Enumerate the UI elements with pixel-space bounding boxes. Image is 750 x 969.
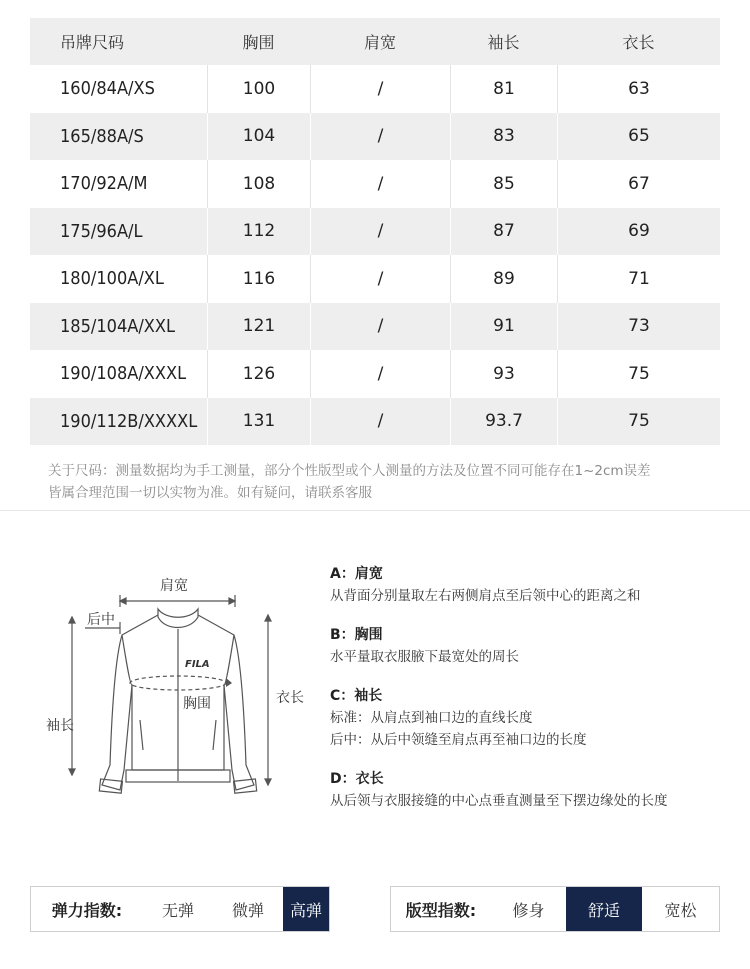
cell-length: 67 (557, 160, 720, 208)
cell-length: 75 (557, 398, 720, 446)
desc-chest (330, 624, 740, 668)
table-row (30, 398, 720, 446)
cell-shoulder: / (310, 208, 450, 256)
cell-size: 185/104A/XXL (60, 315, 175, 337)
label-back-center: 后中 (87, 612, 115, 628)
fila-logo: FILA (185, 659, 210, 670)
label-chest: 胸围 (183, 696, 211, 712)
size-note (48, 460, 728, 504)
table-header-row (30, 18, 720, 65)
cell-size: 190/112B/XXXXL (60, 410, 198, 432)
garment-diagram (40, 565, 320, 825)
desc-sleeve (330, 685, 740, 751)
cell-sleeve: 91 (450, 303, 557, 351)
table-row (30, 303, 720, 351)
cell-chest: 126 (207, 350, 310, 398)
cell-chest: 112 (207, 208, 310, 256)
header-shoulder: 肩宽 (363, 33, 396, 52)
label-shoulder: 肩宽 (160, 578, 188, 594)
fit-option-slim[interactable]: 修身 (512, 900, 545, 920)
desc-title: D：衣长 (330, 771, 384, 787)
elasticity-title: 弹力指数: (51, 900, 123, 920)
label-length: 衣长 (276, 690, 304, 706)
elasticity-option-high[interactable]: 高弹 (283, 887, 329, 931)
desc-length (330, 768, 740, 812)
desc-title: A：肩宽 (330, 566, 383, 582)
size-note-line-2: 皆属合理范围一切以实物为准。如有疑问，请联系客服 (48, 485, 372, 501)
cell-size: 160/84A/XS (60, 78, 155, 100)
elasticity-option-none[interactable]: 无弹 (161, 900, 194, 920)
cell-length: 65 (557, 113, 720, 161)
cell-sleeve: 83 (450, 113, 557, 161)
cell-chest: 104 (207, 113, 310, 161)
cell-sleeve: 89 (450, 255, 557, 303)
desc-line: 后中：从后中领缝至肩点再至袖口边的长度 (330, 732, 587, 748)
desc-line: 从后领与衣服接缝的中心点垂直测量至下摆边缘处的长度 (330, 793, 668, 809)
cell-sleeve: 85 (450, 160, 557, 208)
header-chest: 胸围 (242, 33, 275, 52)
header-tag-size: 吊牌尺码 (60, 33, 125, 52)
desc-line: 水平量取衣服腋下最宽处的周长 (330, 649, 519, 665)
section-divider (0, 510, 750, 511)
fit-option-loose[interactable]: 宽松 (664, 900, 697, 920)
desc-line: 标准：从肩点到袖口边的直线长度 (330, 710, 533, 726)
table-row (30, 350, 720, 398)
cell-size: 180/100A/XL (60, 268, 164, 290)
cell-sleeve: 87 (450, 208, 557, 256)
measurement-descriptions (330, 563, 740, 829)
fit-index (390, 886, 720, 932)
header-sleeve: 袖长 (487, 33, 520, 52)
table-row (30, 255, 720, 303)
cell-length: 73 (557, 303, 720, 351)
cell-chest: 131 (207, 398, 310, 446)
desc-line: 从背面分别量取左右两侧肩点至后领中心的距离之和 (330, 588, 641, 604)
cell-shoulder: / (310, 350, 450, 398)
cell-shoulder: / (310, 113, 450, 161)
cell-sleeve: 93 (450, 350, 557, 398)
cell-sleeve: 81 (450, 65, 557, 113)
desc-shoulder (330, 563, 740, 607)
cell-shoulder: / (310, 255, 450, 303)
cell-size: 165/88A/S (60, 125, 144, 147)
size-table (30, 18, 720, 445)
elasticity-index (30, 886, 330, 932)
table-row (30, 113, 720, 161)
cell-size: 190/108A/XXXL (60, 363, 187, 385)
cell-shoulder: / (310, 160, 450, 208)
fit-option-comfort[interactable]: 舒适 (566, 887, 642, 931)
desc-title: C：袖长 (330, 688, 383, 704)
cell-shoulder: / (310, 303, 450, 351)
cell-chest: 108 (207, 160, 310, 208)
cell-length: 71 (557, 255, 720, 303)
cell-length: 63 (557, 65, 720, 113)
cell-shoulder: / (310, 65, 450, 113)
elasticity-option-slight[interactable]: 微弹 (231, 900, 264, 920)
table-row (30, 208, 720, 256)
cell-chest: 100 (207, 65, 310, 113)
cell-size: 175/96A/L (60, 220, 143, 242)
size-note-line-1: 关于尺码：测量数据均为手工测量，部分个性版型或个人测量的方法及位置不同可能存在1~2cm误差 (48, 463, 651, 479)
table-row (30, 65, 720, 113)
header-length: 衣长 (622, 33, 655, 52)
cell-chest: 121 (207, 303, 310, 351)
cell-length: 75 (557, 350, 720, 398)
cell-length: 69 (557, 208, 720, 256)
cell-sleeve: 93.7 (450, 398, 557, 446)
cell-chest: 116 (207, 255, 310, 303)
desc-title: B：胸围 (330, 627, 383, 643)
table-row (30, 160, 720, 208)
label-sleeve: 袖长 (46, 718, 74, 734)
cell-size: 170/92A/M (60, 173, 148, 195)
fit-title: 版型指数: (405, 900, 477, 920)
cell-shoulder: / (310, 398, 450, 446)
